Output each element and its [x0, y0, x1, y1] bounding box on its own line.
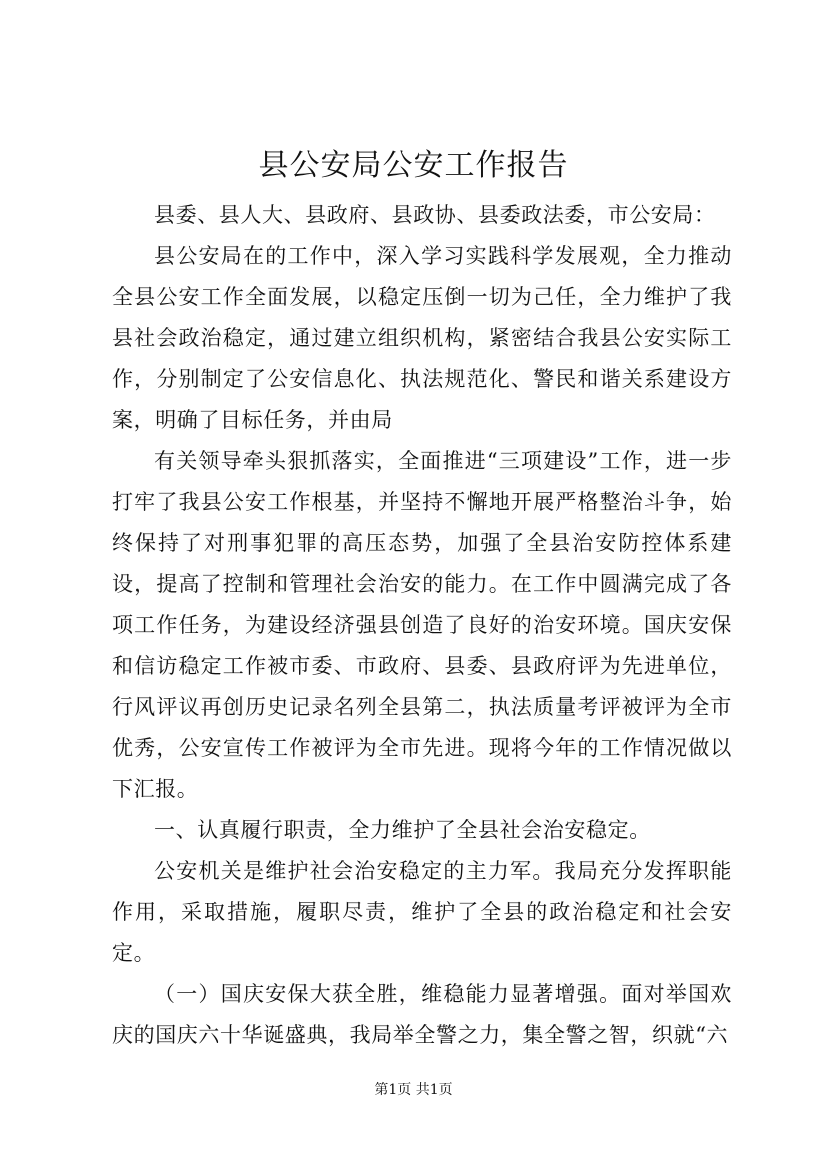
section-heading-one: 一、认真履行职责，全力维护了全县社会治安稳定。 — [154, 818, 651, 842]
paragraph-subsection-one: （一）国庆安保大获全胜，维稳能力显著增强。面对举国欢庆的国庆六十华诞盛典，我局举全警之力，集全警之智，织就“六 — [112, 982, 732, 1047]
paragraph-intro: 县公安局在的工作中，深入学习实践科学发展观，全力推动全县公安工作全面发展，以稳定压倒一切为己任，全力维护了我县社会政治稳定，通过建立组织机构，紧密结合我县公安实际工作，分别制定了公安信息化、执法规范化、警民和谐关系建设方案，明确了目标任务，并由局 — [112, 244, 732, 432]
paragraph-achievements: 有关领导牵头狠抓落实，全面推进“三项建设”工作，进一步打牢了我县公安工作根基，并坚持不懈地开展严格整治斗争，始终保持了对刑事犯罪的高压态势，加强了全县治安防控体系建设，提高了控制和管理社会治安的能力。在工作中圆满完成了各项工作任务，为建设经济强县创造了良好的治安环境。国庆安保和信访稳定工作被市委、市政府、县委、县政府评为先进单位，行风评议再创历史记录名列全县第二，执法质量考评被评为全市优秀，公安宣传工作被评为全市先进。现将今年的工作情况做以下汇报。 — [112, 449, 732, 801]
document-title: 县公安局公安工作报告 — [258, 148, 569, 183]
paragraph-section-one: 公安机关是维护社会治安稳定的主力军。我局充分发挥职能作用，采取措施，履职尽责，维护了全县的政治稳定和社会安定。 — [112, 859, 732, 965]
paragraph-salutation: 县委、县人大、县政府、县政协、县委政法委，市公安局： — [154, 203, 716, 227]
document-body — [112, 195, 732, 1056]
page-footer: 第1页 共1页 — [374, 1082, 453, 1098]
